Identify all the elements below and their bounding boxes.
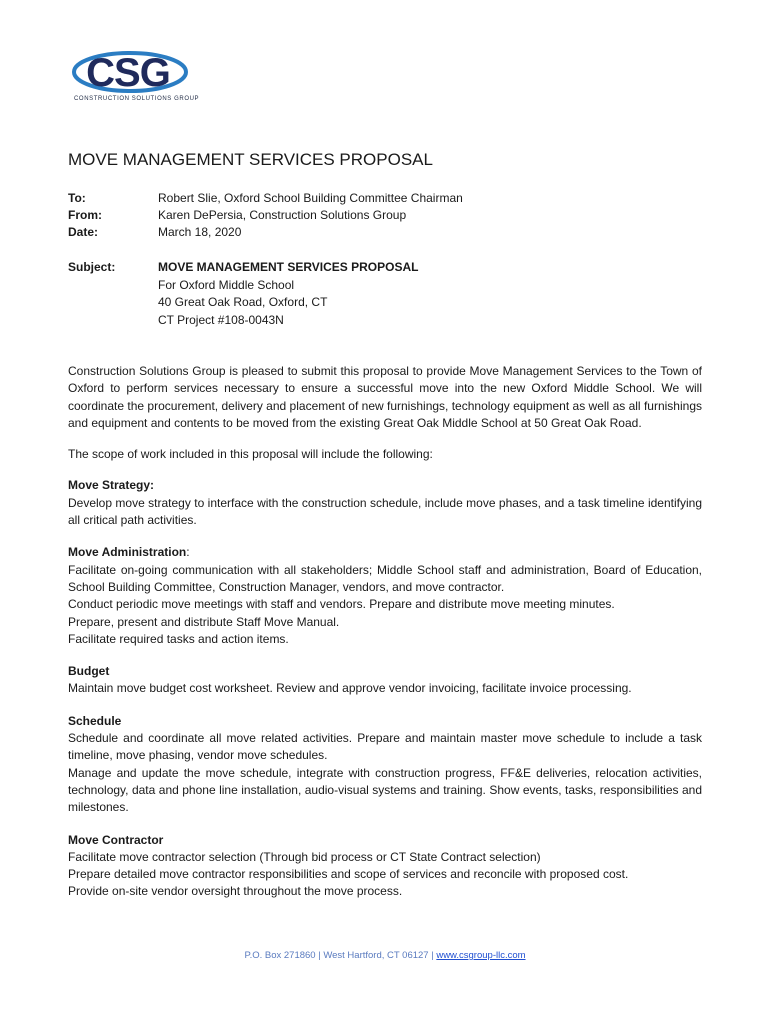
footer-address: P.O. Box 271860 | West Hartford, CT 06127 | [244, 950, 437, 961]
section-line: Provide on-site vendor oversight throughout the move process. [68, 884, 403, 899]
subject-address: 40 Great Oak Road, Oxford, CT [158, 295, 328, 309]
subject-label: Subject: [68, 260, 116, 274]
section-schedule [68, 713, 702, 817]
intro-paragraph: Construction Solutions Group is pleased to submit this proposal to provide Move Management Services to the Town of Oxford to perform services necessary to ensure a successful move into the new Oxford Middle School. We will coordinate the procurement, delivery and placement of new furnishings, technology equipment as well as all furnishings and equipment and contents to be moved from the existing Great Oak Middle School at 50 Great Oak Road. [68, 364, 702, 430]
section-budget [68, 663, 702, 698]
from-value: Karen DePersia, Construction Solutions Group [158, 208, 407, 222]
page-title: MOVE MANAGEMENT SERVICES PROPOSAL [68, 150, 433, 169]
section-heading: Move Contractor [68, 832, 164, 847]
section-line: Maintain move budget cost worksheet. Review and approve vendor invoicing, facilitate invoice processing. [68, 681, 632, 696]
memo-date-row [68, 224, 463, 241]
company-logo [70, 48, 210, 108]
scope-intro: The scope of work included in this proposal will include the following: [68, 447, 433, 462]
subject-lines [158, 259, 418, 329]
section-line: Prepare detailed move contractor responsibilities and scope of services and reconcile with proposed cost. [68, 867, 629, 882]
date-label: Date: [68, 225, 99, 239]
section-line: Schedule and coordinate all move related activities. Prepare and maintain master move schedule to include a task timeline, move phasing, vendor move schedules. [68, 731, 702, 763]
svg-text:CSG: CSG [86, 51, 170, 95]
section-line: Develop move strategy to interface with the construction schedule, include move phases, and a task timeline identifying all critical path activities. [68, 495, 702, 528]
section-line: Facilitate required tasks and action items. [68, 631, 289, 646]
section-move-strategy [68, 477, 702, 529]
to-label: To: [68, 191, 86, 205]
proposal-body [68, 363, 702, 916]
section-heading: Budget [68, 664, 110, 679]
section-line: Manage and update the move schedule, integrate with construction progress, FF&E deliveries, relocation activities, technology, data and phone line installation, audio-visual systems and training. Show events, tasks, responsibilities and milestones. [68, 765, 702, 815]
section-heading: Move Strategy: [68, 478, 155, 493]
website-link[interactable]: www.csgroup-llc.com [436, 950, 526, 961]
section-line: Facilitate move contractor selection (Through bid process or CT State Contract selection) [68, 849, 541, 864]
section-heading-text: Move Administration [68, 545, 187, 560]
subject-title: MOVE MANAGEMENT SERVICES PROPOSAL [158, 260, 419, 274]
subject-school: For Oxford Middle School [158, 277, 295, 292]
memo-to-row [68, 190, 463, 207]
section-heading: Schedule [68, 713, 122, 728]
memo-header [68, 190, 463, 241]
section-move-contractor [68, 832, 702, 901]
from-label: From: [68, 208, 102, 222]
section-line: Facilitate on-going communication with all stakeholders; Middle School staff and administration, Board of Education, School Building Committee, Construction Manager, vendors, and move contractor. [68, 562, 702, 594]
page-footer [0, 950, 770, 961]
section-line: Conduct periodic move meetings with staff and vendors. Prepare and distribute move meeting minutes. [68, 597, 615, 612]
heading-colon: : [186, 545, 190, 560]
memo-subject-row [68, 259, 418, 329]
section-heading [68, 544, 702, 561]
logo-subtitle: CONSTRUCTION SOLUTIONS GROUP [74, 96, 200, 102]
section-line: Prepare, present and distribute Staff Move Manual. [68, 614, 340, 629]
to-value: Robert Slie, Oxford School Building Committee Chairman [158, 191, 463, 205]
csg-logo-icon [70, 48, 210, 98]
date-value: March 18, 2020 [158, 225, 242, 239]
section-move-administration [68, 544, 702, 648]
subject-project-number: CT Project #108-0043N [158, 312, 284, 327]
memo-from-row [68, 207, 463, 224]
